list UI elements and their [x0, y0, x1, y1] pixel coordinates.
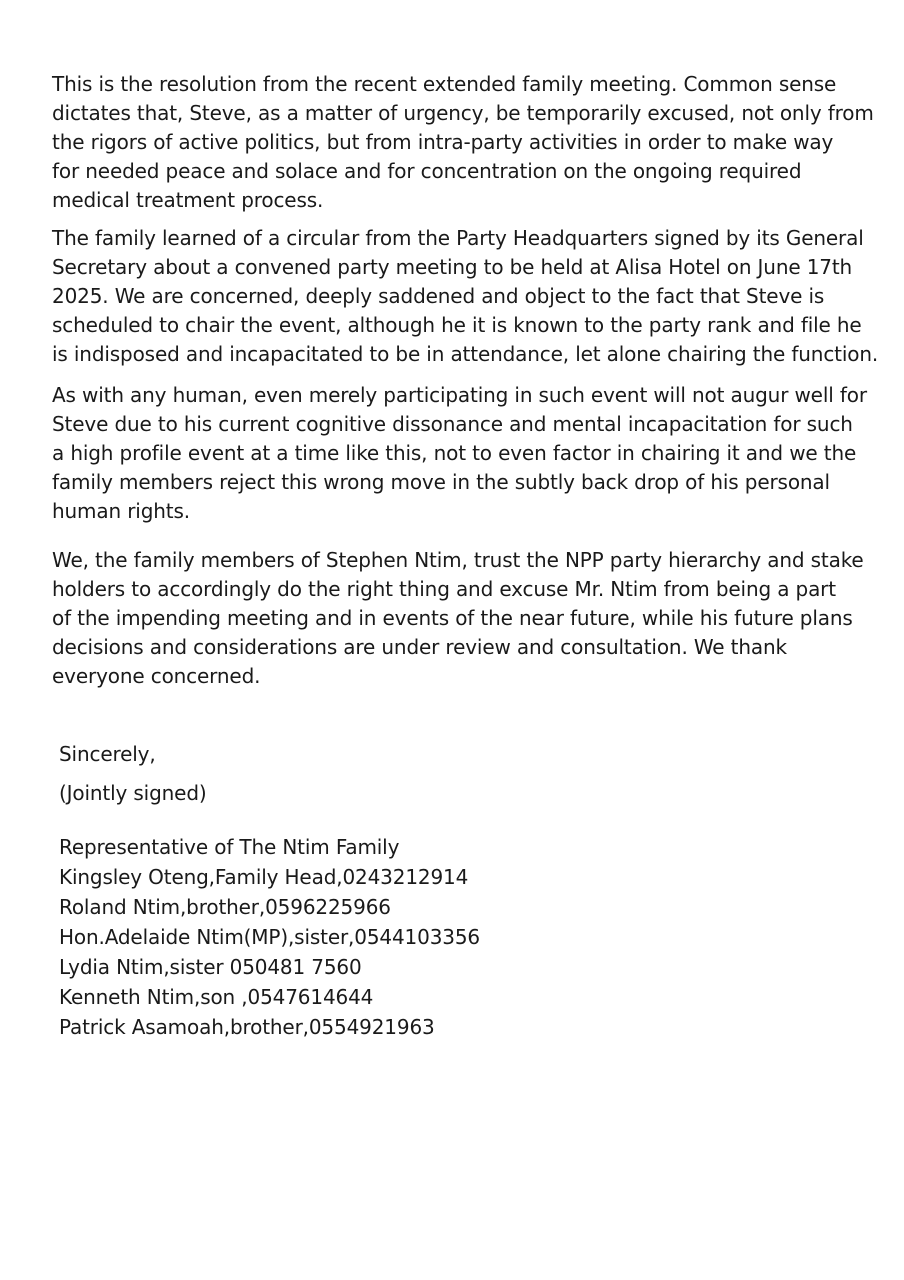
paragraph-line: scheduled to chair the event, although he it is known to the party rank and file he [52, 313, 862, 337]
paragraph-line: As with any human, even merely participating in such event will not augur well for [52, 383, 867, 407]
signatory-entry: Roland Ntim,brother,0596225966 [59, 895, 391, 919]
paragraph-line: family members reject this wrong move in the subtly back drop of his personal [52, 470, 830, 494]
paragraph-line: human rights. [52, 499, 190, 523]
paragraph-line: is indisposed and incapacitated to be in attendance, let alone chairing the function. [52, 342, 879, 366]
paragraph-line: medical treatment process. [52, 188, 324, 212]
paragraph-resolution [52, 70, 882, 215]
closing-sincerely: Sincerely, [59, 742, 156, 766]
signatory-entry: Kenneth Ntim,son ,0547614644 [59, 985, 374, 1009]
paragraph-line: Steve due to his current cognitive dissonance and mental incapacitation for such [52, 412, 853, 436]
paragraph-line: of the impending meeting and in events of the near future, while his future plans [52, 606, 853, 630]
paragraph-line: holders to accordingly do the right thing and excuse Mr. Ntim from being a part [52, 577, 836, 601]
signatory-heading: Representative of The Ntim Family [59, 835, 400, 859]
paragraph-line: Secretary about a convened party meeting to be held at Alisa Hotel on June 17th [52, 255, 853, 279]
paragraph-concern [52, 381, 882, 526]
signatory-entry: Kingsley Oteng,Family Head,0243212914 [59, 865, 469, 889]
signatory-list [59, 832, 480, 1042]
closing-jointly-signed: (Jointly signed) [59, 781, 207, 805]
paragraph-line: a high profile event at a time like this, not to even factor in chairing it and we the [52, 441, 857, 465]
paragraph-line: everyone concerned. [52, 664, 261, 688]
paragraph-line: the rigors of active politics, but from intra-party activities in order to make way [52, 130, 834, 154]
paragraph-line: The family learned of a circular from the Party Headquarters signed by its General [52, 226, 864, 250]
paragraph-line: for needed peace and solace and for concentration on the ongoing required [52, 159, 802, 183]
paragraph-circular [52, 224, 882, 369]
paragraph-line: decisions and considerations are under review and consultation. We thank [52, 635, 787, 659]
signatory-entry: Lydia Ntim,sister 050481 7560 [59, 955, 362, 979]
signatory-entry: Patrick Asamoah,brother,0554921963 [59, 1015, 435, 1039]
paragraph-line: dictates that, Steve, as a matter of urgency, be temporarily excused, not only from [52, 101, 874, 125]
paragraph-line: We, the family members of Stephen Ntim, trust the NPP party hierarchy and stake [52, 548, 864, 572]
paragraph-line: This is the resolution from the recent extended family meeting. Common sense [52, 72, 837, 96]
paragraph-line: 2025. We are concerned, deeply saddened and object to the fact that Steve is [52, 284, 825, 308]
paragraph-request [52, 546, 882, 691]
signatory-entry: Hon.Adelaide Ntim(MP),sister,0544103356 [59, 925, 481, 949]
